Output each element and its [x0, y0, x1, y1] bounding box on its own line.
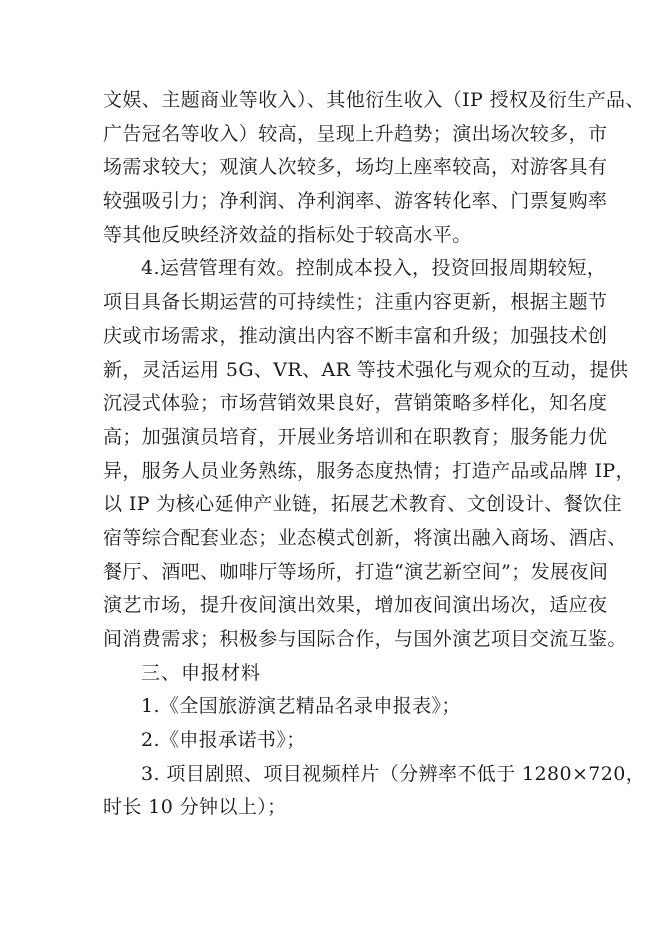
text-line: 以 IP 为核心延伸产业链，拓展艺术教育、文创设计、餐饮住: [103, 493, 622, 516]
list-item: 1.《全国旅游演艺精品名录申报表》；: [141, 695, 461, 718]
text-line: 演艺市场，提升夜间演出效果，增加夜间演出场次，适应夜: [103, 594, 608, 617]
material-item-2: [103, 724, 569, 758]
text-line: 广告冠名等收入）较高，呈现上升趋势；演出场次较多，市: [103, 122, 608, 145]
text-line: 场需求较大；观演人次较多，场均上座率较高，对游客具有: [103, 156, 608, 179]
list-item: 2.《申报承诺书》；: [141, 729, 306, 752]
text-line: 餐厅、酒吧、咖啡厅等场所，打造“演艺新空间”；发展夜间: [103, 560, 609, 583]
text-line: 高；加强演员培育，开展业务培训和在职教育；服务能力优: [103, 425, 608, 448]
section-heading-application-materials: [103, 657, 569, 691]
text-line: 新，灵活运用 5G、VR、AR 等技术强化与观众的互动，提供: [103, 358, 629, 381]
text-line: 宿等综合配套业态；业态模式创新，将演出融入商场、酒店、: [103, 526, 627, 549]
paragraph-economic-benefits: [103, 84, 645, 252]
text-line: 4.运营管理有效。控制成本投入，投资回报周期较短，: [141, 257, 607, 280]
text-line: 庆或市场需求，推动演出内容不断丰富和升级；加强技术创: [103, 324, 608, 347]
list-item: 3. 项目剧照、项目视频样片（分辨率不低于 1280×720，: [141, 762, 646, 785]
section-heading: 三、申报材料: [141, 661, 262, 684]
text-line: 沉浸式体验；市场营销效果良好，营销策略多样化，知名度: [103, 392, 608, 415]
text-line: 等其他反映经济效益的指标处于较高水平。: [103, 223, 472, 246]
text-line: 较强吸引力；净利润、净利润率、游客转化率、门票复购率: [103, 190, 608, 213]
text-line: 间消费需求；积极参与国际合作，与国外演艺项目交流互鉴。: [103, 628, 627, 650]
material-item-3: [103, 758, 646, 825]
text-line: 文娱、主题商业等收入）、其他衍生收入（IP 授权及衍生产品、: [103, 89, 645, 111]
text-line: 项目具备长期运营的可持续性；注重内容更新，根据主题节: [103, 291, 608, 314]
text-line: 异，服务人员业务熟练，服务态度热情；打造产品或品牌 IP，: [103, 459, 635, 482]
material-item-1: [103, 690, 569, 724]
paragraph-operations-management: [103, 252, 635, 656]
document-body: [103, 84, 646, 825]
list-item-continuation: 时长 10 分钟以上）；: [103, 796, 287, 819]
